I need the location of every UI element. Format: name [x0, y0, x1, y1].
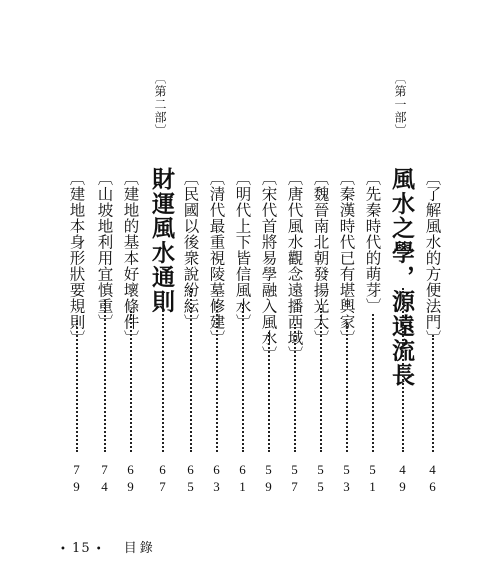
entry-title: 〔建地本身形狀要規則〕 — [67, 170, 86, 346]
entry-title: 〔先秦時代的萌芽〕 — [363, 170, 382, 314]
dot-leader — [104, 300, 106, 452]
page-footer — [60, 537, 156, 556]
toc-entry[interactable] — [256, 0, 282, 582]
entry-title: 〔民國以後衆說紛紜〕 — [181, 170, 200, 330]
toc-entry[interactable] — [64, 0, 90, 582]
dot-leader — [130, 311, 132, 452]
dot-leader — [294, 324, 296, 452]
page-number: 49 — [395, 462, 410, 496]
part-tag: 〔第二部〕 — [153, 72, 167, 137]
footer-label: 目錄 — [123, 541, 156, 556]
dot-leader — [242, 304, 244, 452]
toc-entry[interactable] — [204, 0, 230, 582]
entry-title: 〔魏晉南北朝發揚光大〕 — [311, 170, 330, 346]
entry-title: 〔山坡地利用宜慎重〕 — [95, 170, 114, 330]
toc-entry[interactable] — [230, 0, 256, 582]
entry-title: 〔清代最重視陵墓修建〕 — [207, 170, 226, 346]
page-number: 55 — [313, 462, 328, 496]
footer-page-number: 15 — [72, 541, 91, 556]
toc-entry[interactable] — [360, 0, 386, 582]
page-number: 69 — [123, 462, 138, 496]
dot-leader — [190, 288, 192, 452]
toc-entry[interactable] — [420, 0, 446, 582]
bullet-icon: • — [60, 544, 67, 555]
page-number: 53 — [339, 462, 354, 496]
dot-leader — [432, 335, 434, 452]
toc-part[interactable] — [390, 0, 416, 582]
toc-entry[interactable] — [178, 0, 204, 582]
page-number: 51 — [365, 462, 380, 496]
bullet-icon: • — [95, 544, 103, 555]
dot-leader — [268, 332, 270, 452]
dot-leader — [216, 302, 218, 452]
part-tag: 〔第一部〕 — [393, 72, 407, 137]
dot-leader — [76, 320, 78, 452]
entry-title: 〔建地的基本好壞條件〕 — [121, 170, 140, 346]
toc-entry[interactable] — [308, 0, 334, 582]
part-title: 風水之學，源遠流長 — [388, 167, 415, 388]
page-number: 79 — [69, 462, 84, 496]
toc-entry[interactable] — [118, 0, 144, 582]
toc-entry[interactable] — [334, 0, 360, 582]
page-number: 59 — [261, 462, 276, 496]
page-number: 67 — [155, 462, 170, 496]
part-title: 財運風水通則 — [148, 167, 175, 314]
page-number: 74 — [97, 462, 112, 496]
dot-leader — [402, 288, 404, 452]
toc-part[interactable] — [150, 0, 176, 582]
toc-entry[interactable] — [282, 0, 308, 582]
entry-title: 〔明代上下皆信風水〕 — [233, 170, 252, 330]
toc-entry[interactable] — [92, 0, 118, 582]
entry-title: 〔宋代首將易學融入風水〕 — [259, 170, 278, 362]
page-number: 63 — [209, 462, 224, 496]
page-number: 46 — [425, 462, 440, 496]
page-number: 61 — [235, 462, 250, 496]
dot-leader — [162, 295, 164, 452]
entry-title: 〔秦漢時代已有堪輿家〕 — [337, 170, 356, 346]
dot-leader — [320, 308, 322, 452]
dot-leader — [372, 314, 374, 452]
entry-title: 〔唐代風水觀念遠播西域〕 — [285, 170, 304, 362]
page-number: 57 — [287, 462, 302, 496]
page-number: 65 — [183, 462, 198, 496]
entry-title: 〔了解風水的方便法門〕 — [423, 170, 442, 346]
dot-leader — [346, 323, 348, 452]
